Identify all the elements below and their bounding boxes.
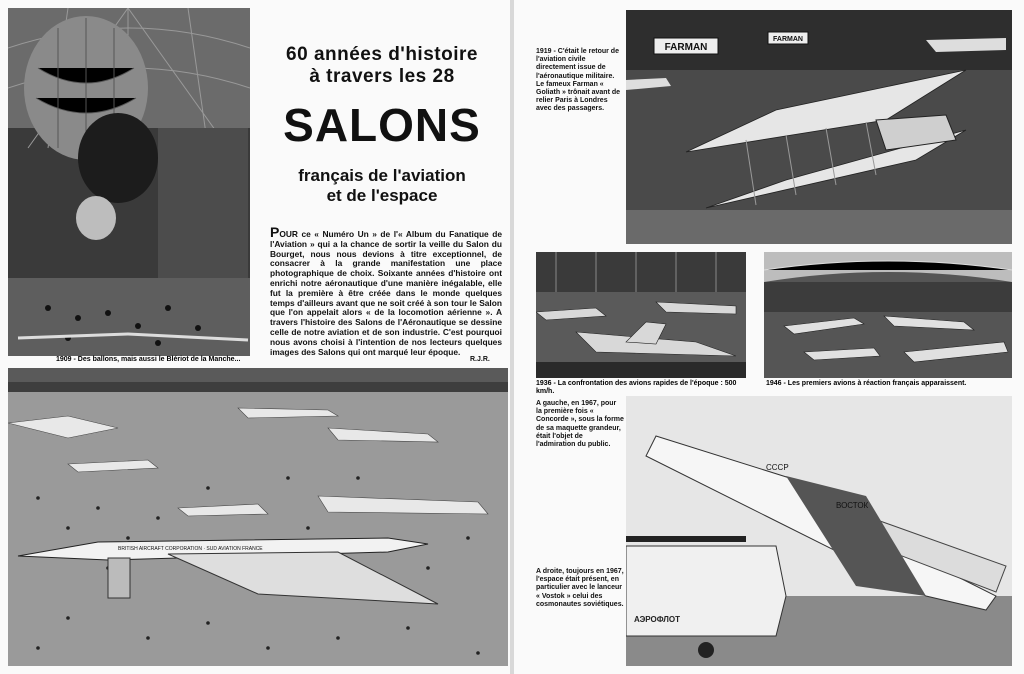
photo-1967-vostok [626,396,1012,666]
caption-1967-vostok: A droite, toujours en 1967, l'espace était présent, en particulier avec le lanceur « Vostok » celui des cosmonautes soviétiques. [536,568,624,608]
farman-sign-1: FARMAN [664,42,708,53]
caption-1919: 1919 - C'était le retour de l'aviation civile directement issue de l'aéronautique militaire. Le fameux Farman « Goliath » trônait avant de relier Paris à Londres avec des passagers. [536,48,621,113]
concorde-livery-text: BRITISH AIRCRAFT CORPORATION · SUD AVIATION FRANCE [118,546,263,552]
headline-line-1: 60 années d'histoire [286,44,478,65]
body-dropcap: P [270,224,280,240]
headline-line-4: et de l'espace [326,186,438,205]
photo-1919-farman [626,10,1012,244]
right-page [514,0,1024,674]
heli-aeroflot-text: АЭРОФЛОТ [634,615,680,624]
headline-top [262,44,502,88]
caption-1946: 1946 - Les premiers avions à réaction français apparaissent. [766,380,967,387]
rocket-cccp-text: СССР [766,463,789,472]
article-body [270,224,502,357]
article-signature: R.J.R. [470,356,490,363]
rocket-vostok-text: ВОСТОК [836,501,869,510]
photo-1909-balloons [8,8,250,356]
headline-line-2: à travers les 28 [309,66,455,87]
photo-1936-fast-planes [536,252,746,378]
headline-line-3: français de l'aviation [298,166,466,185]
left-page [0,0,510,674]
caption-1909: 1909 - Des ballons, mais aussi le Blériot de la Manche... [56,356,241,363]
headline-bottom [262,166,502,206]
caption-1967-concorde: A gauche, en 1967, pour la première fois « Concorde », sous la forme de sa maquette grandeur, était l'objet de l'admiration du public. [536,400,624,449]
photo-1946-jets [764,252,1012,378]
farman-sign-2: FARMAN [773,36,803,43]
headline-main: SALONS [283,99,481,151]
caption-1936: 1936 - La confrontation des avions rapides de l'époque : 500 km/h. [536,380,737,395]
photo-1967-concorde [8,368,508,666]
body-text: OUR ce « Numéro Un » de l'« Album du Fanatique de l'Aviation » qui a la chance de sortir la veille du Salon du Bourget, nous nous devions à titre exceptionnel, de consacrer à la grande manifestation une place photographique de choix. Soixante années d'histoire ont enrichi notre aéronautique d'une manière inégalable, elle fut la première à être créée dans le monde quelques temps d'ailleurs avant que ne soit créé à son tour le Salon que l'on appelait alors « de la locomotion aérienne ». A travers l'histoire des Salons de l'Aéronautique se dessine celle de notre aviation et de son industrie. C'est pourquoi nous avons choisi à l'intention de nos lecteurs quelques images des Salons qui ont marqué leur époque. [270,229,502,357]
